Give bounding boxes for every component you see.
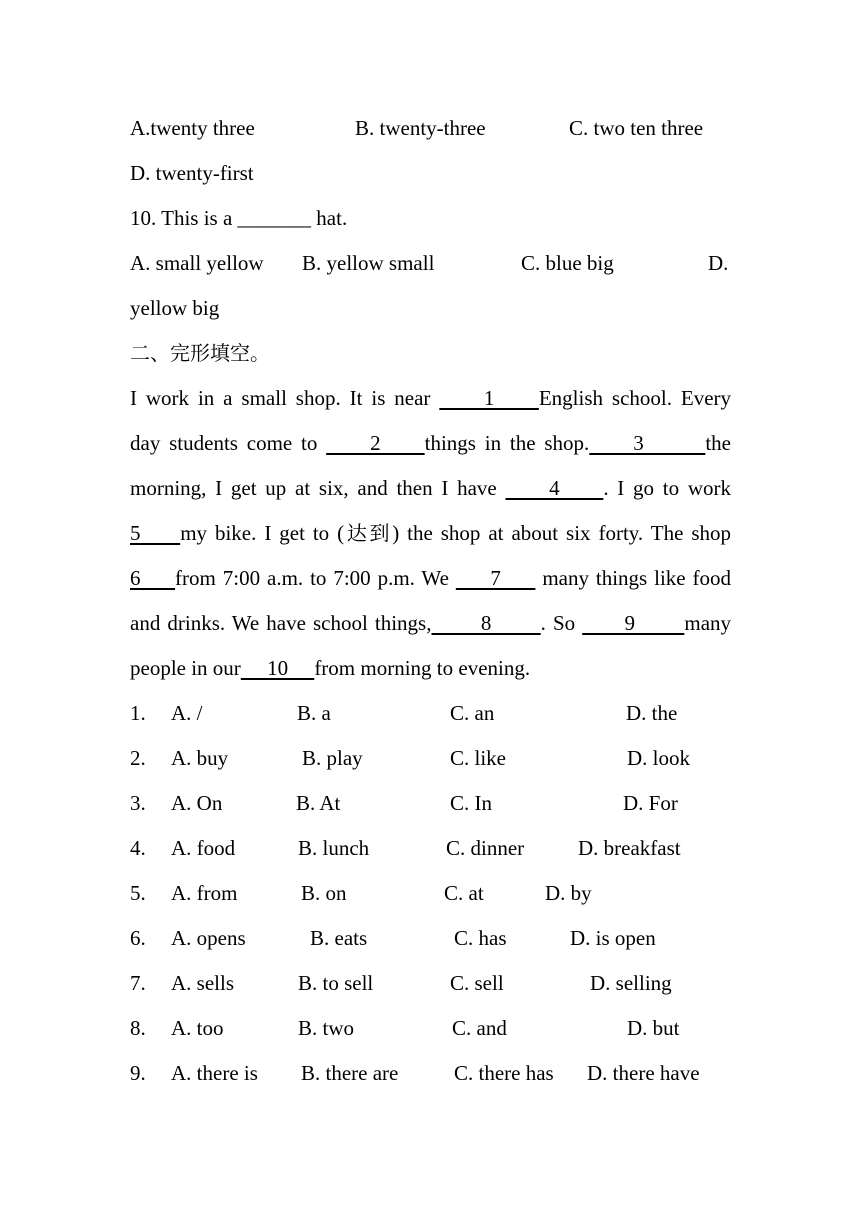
option-d: D. is open [570, 926, 656, 950]
question-number: 1. [130, 701, 146, 725]
question-number: 9. [130, 1061, 146, 1085]
passage-line-7 [130, 653, 731, 683]
section-title: 二、完形填空。 [130, 341, 270, 365]
question-row [130, 878, 731, 908]
passage-line-2 [130, 428, 731, 458]
option-c: C. has [454, 926, 507, 950]
blank-5: 5 [130, 521, 181, 545]
option-a: A. opens [171, 926, 246, 950]
q9-option-b: B. twenty-three [355, 116, 486, 140]
option-c: C. sell [450, 971, 504, 995]
passage-text: my bike. I get to ( [180, 521, 345, 545]
passage-text: and drinks. We have school things, [130, 611, 432, 635]
passage-text: from morning to evening. [314, 656, 531, 680]
blank-1: 1 [439, 386, 539, 410]
passage-text: many things like food [535, 566, 732, 590]
q10-stem-end: hat. [311, 206, 348, 230]
q10-option-b: B. yellow small [302, 251, 435, 275]
question-number: 3. [130, 791, 146, 815]
option-a: A. / [171, 701, 203, 725]
question-row [130, 698, 731, 728]
question-row [130, 1058, 731, 1088]
passage-line-3 [130, 473, 731, 503]
q9-option-c: C. two ten three [569, 116, 704, 140]
option-b: B. lunch [298, 836, 370, 860]
q10-option-a: A. small yellow [130, 251, 264, 275]
option-b: B. eats [310, 926, 368, 950]
q10-blank: _______ [237, 206, 312, 230]
q10-stem [130, 203, 731, 233]
option-a: A. food [171, 836, 236, 860]
option-b: B. play [302, 746, 363, 770]
passage-text: things in the shop. [424, 431, 590, 455]
blank-3: 3 [589, 431, 706, 455]
option-d: D. look [627, 746, 690, 770]
option-b: B. there are [301, 1061, 399, 1085]
passage-text: people in our [130, 656, 241, 680]
option-c: C. like [450, 746, 506, 770]
question-row [130, 743, 731, 773]
option-d: D. selling [590, 971, 672, 995]
passage-chinese-gloss: 达到 [344, 521, 393, 545]
question-number: 7. [130, 971, 146, 995]
option-b: B. on [301, 881, 347, 905]
option-c: C. at [444, 881, 484, 905]
question-number: 8. [130, 1016, 146, 1040]
option-c: C. an [450, 701, 495, 725]
question-row [130, 968, 731, 998]
option-a: A. On [171, 791, 223, 815]
blank-10: 10 [240, 656, 315, 680]
blank-4: 4 [505, 476, 604, 500]
passage-line-5 [130, 563, 731, 593]
passage-text: day students come to [130, 431, 327, 455]
option-c: C. there has [454, 1061, 554, 1085]
option-a: A. from [171, 881, 238, 905]
option-b: B. a [297, 701, 331, 725]
option-a: A. there is [171, 1061, 258, 1085]
question-number: 2. [130, 746, 146, 770]
passage-text: . I go to work [603, 476, 731, 500]
passage-line-6 [130, 608, 731, 638]
q10-options-row [130, 248, 731, 278]
option-a: A. too [171, 1016, 224, 1040]
q9-option-d: D. twenty-first [130, 161, 254, 185]
q10-option-c: C. blue big [521, 251, 614, 275]
option-b: B. At [296, 791, 341, 815]
option-b: B. to sell [298, 971, 374, 995]
blank-6: 6 [130, 566, 176, 590]
question-row [130, 1013, 731, 1043]
question-row [130, 788, 731, 818]
passage-text: I work in a small shop. It is near [130, 386, 440, 410]
question-number: 6. [130, 926, 146, 950]
passage-text: the [705, 431, 731, 455]
q10-option-d-label: D. [708, 251, 729, 275]
blank-7: 7 [455, 566, 536, 590]
q9-options-row [130, 113, 731, 143]
option-a: A. sells [171, 971, 234, 995]
option-a: A. buy [171, 746, 229, 770]
passage-text: . So [540, 611, 583, 635]
q9-option-a: A.twenty three [130, 116, 255, 140]
q10-stem-start: 10. This is a [130, 206, 238, 230]
passage-text: from 7:00 a.m. to 7:00 p.m. We [175, 566, 456, 590]
blank-9: 9 [582, 611, 685, 635]
blank-8: 8 [431, 611, 541, 635]
passage-text: ) the shop at about six forty. The shop [392, 521, 732, 545]
option-d: D. breakfast [578, 836, 681, 860]
option-b: B. two [298, 1016, 355, 1040]
option-d: D. there have [587, 1061, 700, 1085]
question-row [130, 923, 731, 953]
passage-text: morning, I get up at six, and then I have [130, 476, 506, 500]
option-d: D. but [627, 1016, 680, 1040]
q10-option-d-text: yellow big [130, 296, 220, 320]
passage-text: many [684, 611, 732, 635]
question-row [130, 833, 731, 863]
passage-line-4 [130, 518, 731, 548]
blank-2: 2 [326, 431, 425, 455]
option-c: C. and [452, 1016, 507, 1040]
option-c: C. dinner [446, 836, 525, 860]
option-d: D. For [623, 791, 678, 815]
question-number: 5. [130, 881, 146, 905]
question-number: 4. [130, 836, 146, 860]
passage-text: English school. Every [538, 386, 732, 410]
passage-line-1 [130, 383, 731, 413]
option-d: D. the [626, 701, 678, 725]
option-d: D. by [545, 881, 592, 905]
option-c: C. In [450, 791, 492, 815]
